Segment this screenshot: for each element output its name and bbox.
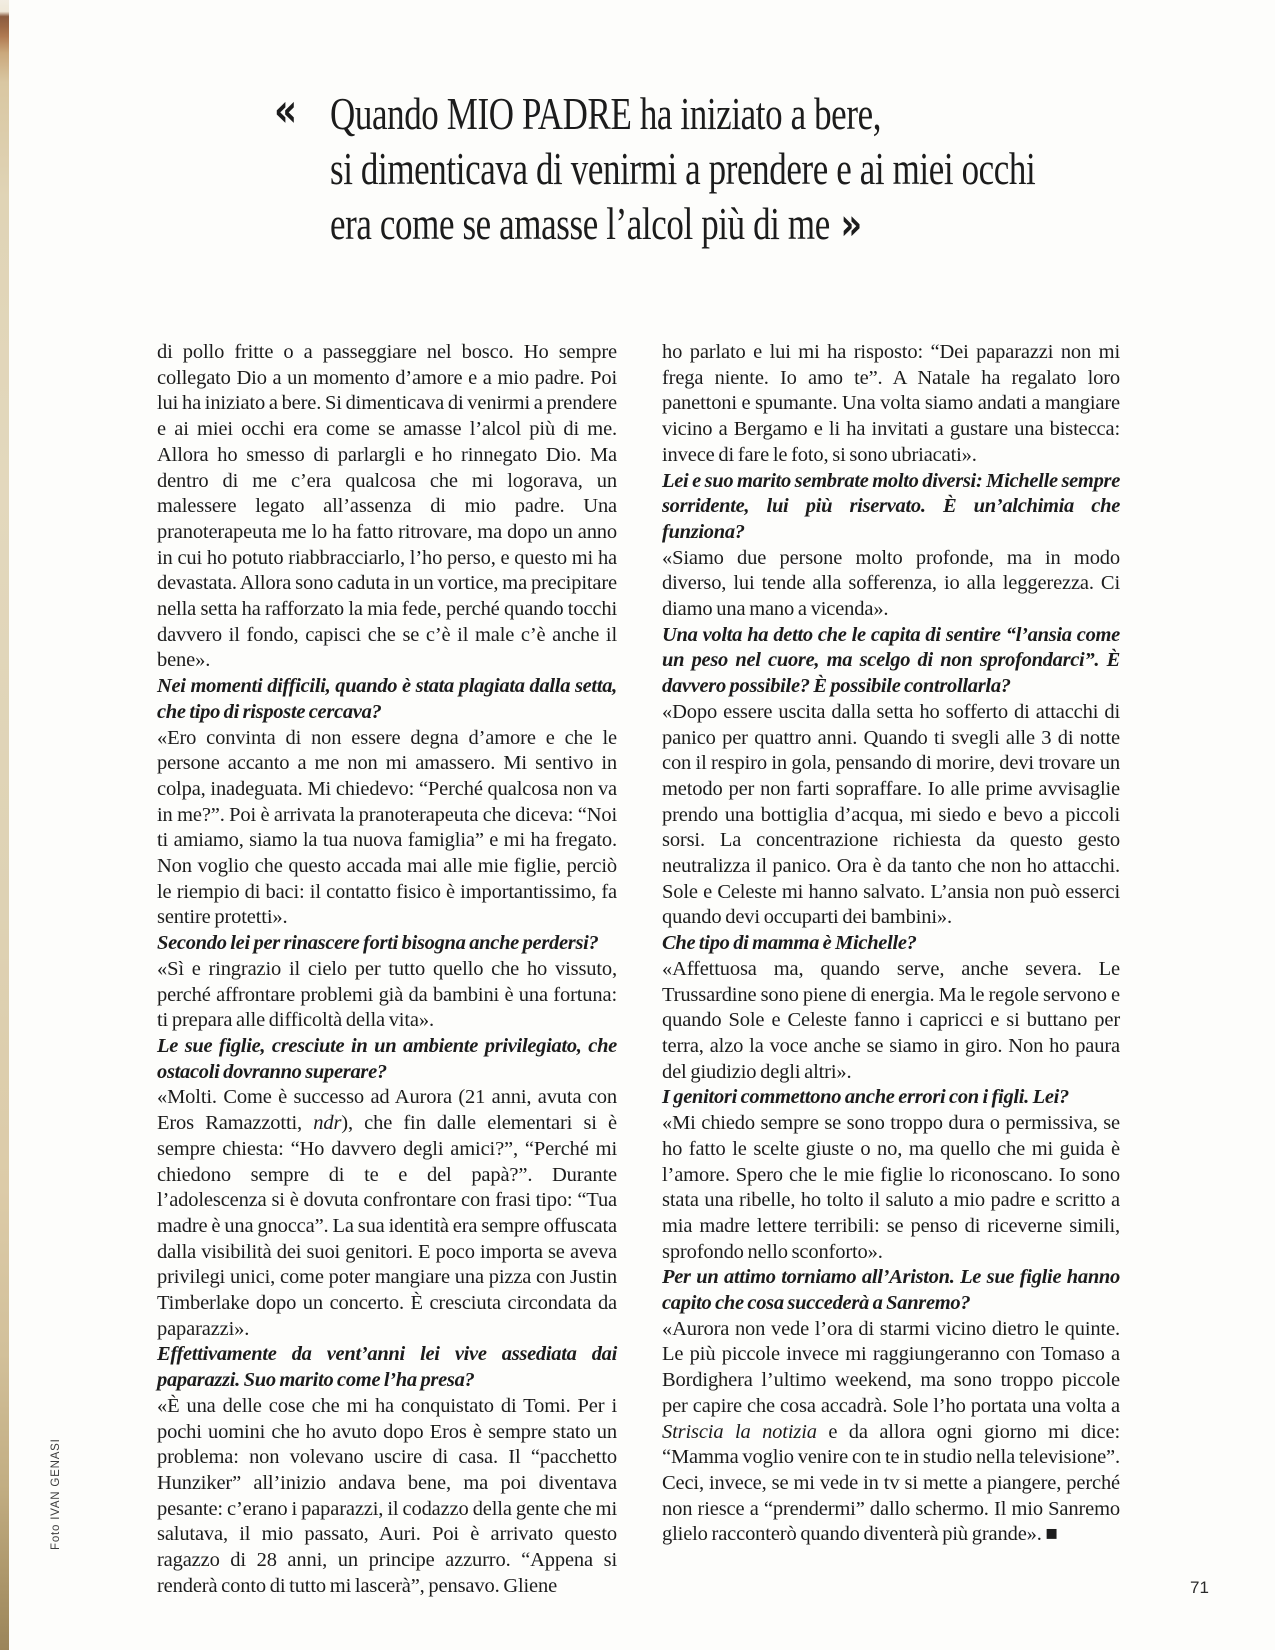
interview-answer: «Molti. Come è successo ad Aurora (21 anni, avuta con Eros Ramazzotti, ndr), che fin dalle elementari si è sempre chiesta: “Ho davvero degli amici?”, “Perché mi chiedono sempre di te e del papà?”. Durante l’adolescenza si è dovuta confrontare con frasi tipo: “Tua madre è una gnocca”. La sua identità era sempre offuscata dalla visibilità dei suoi genitori. E poco importa se aveva privilegi unici, come poter mangiare una pizza con Justin Timberlake dopo un concerto. È cresciuta circondata da paparazzi». <box>157 1086 617 1340</box>
headline-line <box>330 141 1258 196</box>
interview-answer: di pollo fritte o a passeggiare nel bosco. Ho sempre collegato Dio a un momento d’amore e a mio padre. Poi lui ha iniziato a bere. Si dimenticava di venirmi a prendere e ai miei occhi era come se amasse l’alcol più di me. Allora ho smesso di parlargli e ho rinnegato Dio. Ma dentro di me c’era qualcosa che mi logorava, un malessere legato all’assenza di mio padre. Una pranoterapeuta me lo ha fatto ritrovare, ma dopo un anno in cui ho potuto riabbracciarlo, l’ho perso, e questo mi ha devastata. Allora sono caduta in un vortice, ma precipitare nella setta ha rafforzato la mia fede, perché quando tocchi davvero il fondo, capisci che se c’è il male c’è anche il bene». <box>157 341 617 672</box>
interview-answer: «Aurora non vede l’ora di starmi vicino dietro le quinte. Le più piccole invece mi raggiungeranno con Tomaso a Bordighera l’ultimo weekend, ma sono troppo piccole per capire che cosa accadrà. Sole l’ho portata una volta a Striscia la notizia e da allora ogni giorno mi dice: “Mamma voglio venire con te in studio nella televisione”. Ceci, invece, se mi vede in tv si mette a piangere, perché non riesce a “prendermi” dallo schermo. Il mio Sanremo glielo racconterò quando diventerà più grande». ■ <box>662 1317 1121 1546</box>
interview-question: Una volta ha detto che le capita di sentire “l’ansia come un peso nel cuore, ma scelgo di non sprofondarci”. È davvero possibile? È possibile controllarla? <box>662 623 1120 698</box>
interview-question: Nei momenti difficili, quando è stata plagiata dalla setta, che tipo di risposte cercava? <box>157 675 617 723</box>
interview-answer: «È una delle cose che mi ha conquistato di Tomi. Per i pochi uomini che ho avuto dopo Eros è sempre stato un problema: non volevano uscire di casa. Il “pacchetto Hunziker” all’inizio andava bene, ma poi diventava pesante: c’erano i paparazzi, il codazzo della gente che mi salutava, il mio passato, Auri. Poi è arrivato questo ragazzo di 28 anni, un principe azzurro. “Appena si renderà conto di tutto mi lascerà”, pensavo. Gliene <box>157 1394 617 1597</box>
interview-question: Che tipo di mamma è Michelle? <box>662 932 917 955</box>
interview-answer: «Dopo essere uscita dalla setta ho sofferto di attacchi di panico per quattro anni. Quando ti svegli alle 3 di notte con il respiro in gola, pensando di morire, devi trovare un metodo per non farti sopraffare. Io alle prime avvisaglie prendo una bottiglia d’acqua, mi siedo e bevo a piccoli sorsi. La concentrazione richiesta da questo gesto neutralizza il panico. Ora è da tanto che non ho attacchi. Sole e Celeste mi hanno salvato. L’ansia non può esserci quando devi occuparti dei bambini». <box>662 700 1120 929</box>
interview-answer: «Affettuosa ma, quando serve, anche severa. Le Trussardine sono piene di energia. Ma le regole servono e quando Sole e Celeste fanno i capricci e si buttano per terra, alzo la voce anche se siamo in giro. Non ho paura del giudizio degli altri». <box>662 957 1120 1083</box>
page-number: 71 <box>1190 1578 1209 1597</box>
interview-answer: «Mi chiedo sempre se sono troppo dura o permissiva, se ho fatto le scelte giuste o no, ma quello che mi guida è l’amore. Spero che le mie figlie lo riconoscano. Io sono stata una ribelle, ho tolto il saluto a mio padre e scritto a mia madre lettere terribili: se penso di riceverne simili, sprofondo nello sconforto». <box>662 1112 1120 1263</box>
headline-line-1: Quando MIO PADRE ha iniziato a bere, <box>330 88 882 139</box>
interview-question: Le sue figlie, cresciute in un ambiente privilegiato, che ostacoli dovranno superare? <box>157 1034 617 1083</box>
interview-question: Per un attimo torniamo all’Ariston. Le sue figlie hanno capito che cosa succederà a Sanremo? <box>662 1266 1120 1315</box>
open-quote-icon: « <box>274 83 298 137</box>
article-column-right <box>662 340 1120 1548</box>
interview-question: Lei e suo marito sembrate molto diversi: Michelle sempre sorridente, lui più riservato. È un’alchimia che funziona? <box>662 469 1120 543</box>
interview-question: Effettivamente da vent’anni lei vive assediata dai paparazzi. Suo marito come l’ha presa? <box>157 1343 617 1392</box>
interview-answer: «Ero convinta di non essere degna d’amore e che le persone accanto a me non mi amassero. Mi sentivo in colpa, inadeguata. Mi chiedevo: “Perché qualcosa non va in me?”. Poi è arrivata la pranoterapeuta che diceva: “Noi ti amiamo, siamo la tua nuova famiglia” e mi ha fregato. Non voglio che questo accada mai alle mie figlie, perciò le riempio di baci: il contatto fisico è importantissimo, fa sentire protetti». <box>157 726 617 929</box>
pull-quote-headline <box>274 83 1258 251</box>
interview-answer: ho parlato e lui mi ha risposto: “Dei paparazzi non mi frega niente. Io amo te”. A Natale ha regalato loro panettoni e spumante. Una volta siamo andati a mangiare vicino a Bergamo e li ha invitati a gustare una bistecca: invece di fare le foto, si sono ubriacati». <box>662 341 1120 466</box>
interview-answer: «Siamo due persone molto profonde, ma in modo diverso, lui tende alla sofferenza, io alla leggerezza. Ci diamo una mano a vicenda». <box>662 546 1120 621</box>
photo-credit: Foto IVAN GENASI <box>50 1438 62 1550</box>
interview-answer: «Sì e ringrazio il cielo per tutto quello che ho vissuto, perché affrontare problemi già da bambini è una fortuna: ti prepara alle difficoltà della vita». <box>157 957 617 1032</box>
article-column-left <box>157 340 617 1599</box>
headline-line <box>330 196 1258 251</box>
interview-question: I genitori commettono anche errori con i figli. Lei? <box>662 1086 1070 1109</box>
headline-line <box>330 86 1258 141</box>
headline-line-3: era come se amasse l’alcol più di me <box>330 198 830 249</box>
headline-line-2: si dimenticava di venirmi a prendere e ai miei occhi <box>330 143 1036 194</box>
interview-question: Secondo lei per rinascere forti bisogna anche perdersi? <box>157 932 599 955</box>
close-quote-icon: » <box>840 199 862 250</box>
page-edge-strip <box>0 0 9 1650</box>
